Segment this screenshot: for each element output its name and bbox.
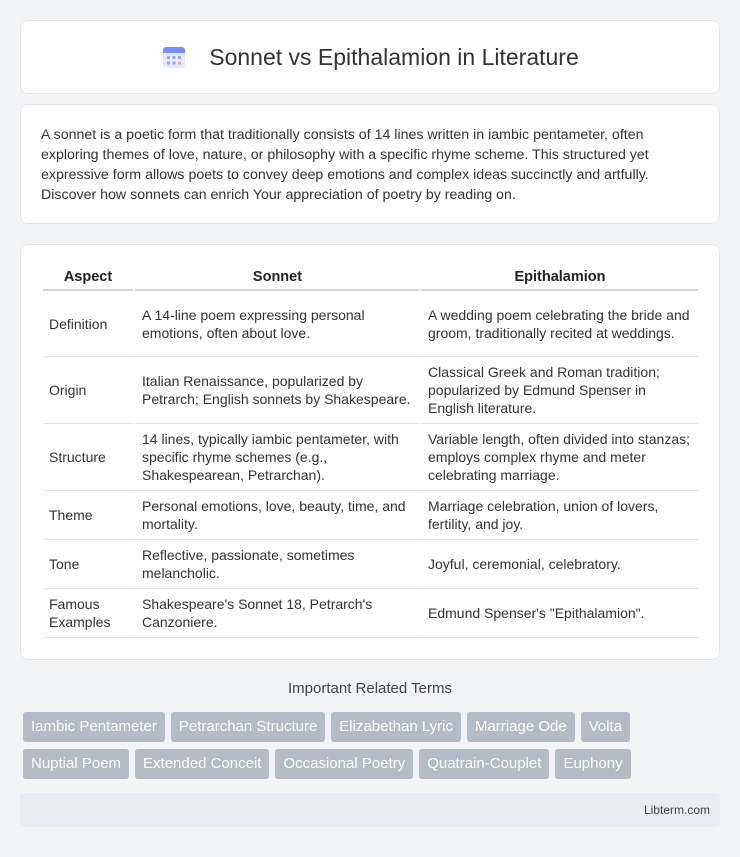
tag-elizabethan-lyric[interactable]: Elizabethan Lyric — [331, 712, 461, 742]
tag-row — [23, 749, 723, 779]
table-row — [43, 424, 698, 491]
tag-iambic-pentameter[interactable]: Iambic Pentameter — [23, 712, 165, 742]
table-row — [43, 357, 698, 424]
cell-epithalamion: Classical Greek and Roman tradition; popularized by Edmund Spenser in English literature. — [419, 357, 698, 424]
intro-text: A sonnet is a poetic form that traditionally consists of 14 lines written in iambic pentameter, often exploring themes of love, nature, or philosophy with a specific rhyme scheme. This structured yet expressive form allows poets to convey deep emotions and complex ideas succinctly and artfully. Discover how sonnets can enrich Your appreciation of poetry by reading on. — [41, 127, 649, 203]
intro-card — [20, 104, 720, 224]
footer — [20, 793, 720, 827]
cell-epithalamion: A wedding poem celebrating the bride and groom, traditionally recited at weddings. — [419, 291, 698, 357]
cell-epithalamion: Marriage celebration, union of lovers, fertility, and joy. — [419, 491, 698, 540]
tag-petrarchan-structure[interactable]: Petrarchan Structure — [171, 712, 325, 742]
cell-epithalamion: Edmund Spenser's "Epithalamion". — [419, 589, 698, 638]
comparison-table-card — [20, 244, 720, 660]
tag-marriage-ode[interactable]: Marriage Ode — [467, 712, 575, 742]
cell-aspect: Tone — [43, 540, 133, 589]
cell-epithalamion: Joyful, ceremonial, celebratory. — [419, 540, 698, 589]
calendar-icon — [161, 44, 187, 70]
tag-volta[interactable]: Volta — [581, 712, 630, 742]
cell-aspect: Definition — [43, 291, 133, 357]
header-aspect: Aspect — [43, 265, 133, 291]
tag-row — [23, 712, 723, 742]
cell-epithalamion: Variable length, often divided into stanzas; employs complex rhyme and meter celebrating marriage. — [419, 424, 698, 491]
tag-quatrain-couplet[interactable]: Quatrain-Couplet — [419, 749, 549, 779]
comparison-table — [43, 265, 698, 638]
footer-site-link[interactable]: Libterm.com — [643, 803, 710, 817]
related-terms-title: Important Related Terms — [288, 680, 452, 697]
table-row — [43, 589, 698, 638]
tag-euphony[interactable]: Euphony — [555, 749, 630, 779]
tag-nuptial-poem[interactable]: Nuptial Poem — [23, 749, 129, 779]
cell-sonnet: Reflective, passionate, sometimes melancholic. — [133, 540, 419, 589]
table-header-row — [43, 265, 698, 291]
cell-aspect: Structure — [43, 424, 133, 491]
page-title: Sonnet vs Epithalamion in Literature — [209, 43, 579, 70]
related-terms-tags — [23, 712, 723, 786]
header-epithalamion: Epithalamion — [419, 265, 698, 291]
cell-aspect: Famous Examples — [43, 589, 133, 638]
header-sonnet: Sonnet — [133, 265, 419, 291]
cell-sonnet: Personal emotions, love, beauty, time, and mortality. — [133, 491, 419, 540]
table-row — [43, 291, 698, 357]
tag-extended-conceit[interactable]: Extended Conceit — [135, 749, 269, 779]
cell-aspect: Theme — [43, 491, 133, 540]
cell-aspect: Origin — [43, 357, 133, 424]
cell-sonnet: A 14-line poem expressing personal emotions, often about love. — [133, 291, 419, 357]
cell-sonnet: Italian Renaissance, popularized by Petrarch; English sonnets by Shakespeare. — [133, 357, 419, 424]
table-row — [43, 491, 698, 540]
cell-sonnet: Shakespeare's Sonnet 18, Petrarch's Canzoniere. — [133, 589, 419, 638]
tag-occasional-poetry[interactable]: Occasional Poetry — [275, 749, 413, 779]
title-card — [20, 20, 720, 94]
cell-sonnet: 14 lines, typically iambic pentameter, with specific rhyme schemes (e.g., Shakespearean, Petrarchan). — [133, 424, 419, 491]
table-row — [43, 540, 698, 589]
